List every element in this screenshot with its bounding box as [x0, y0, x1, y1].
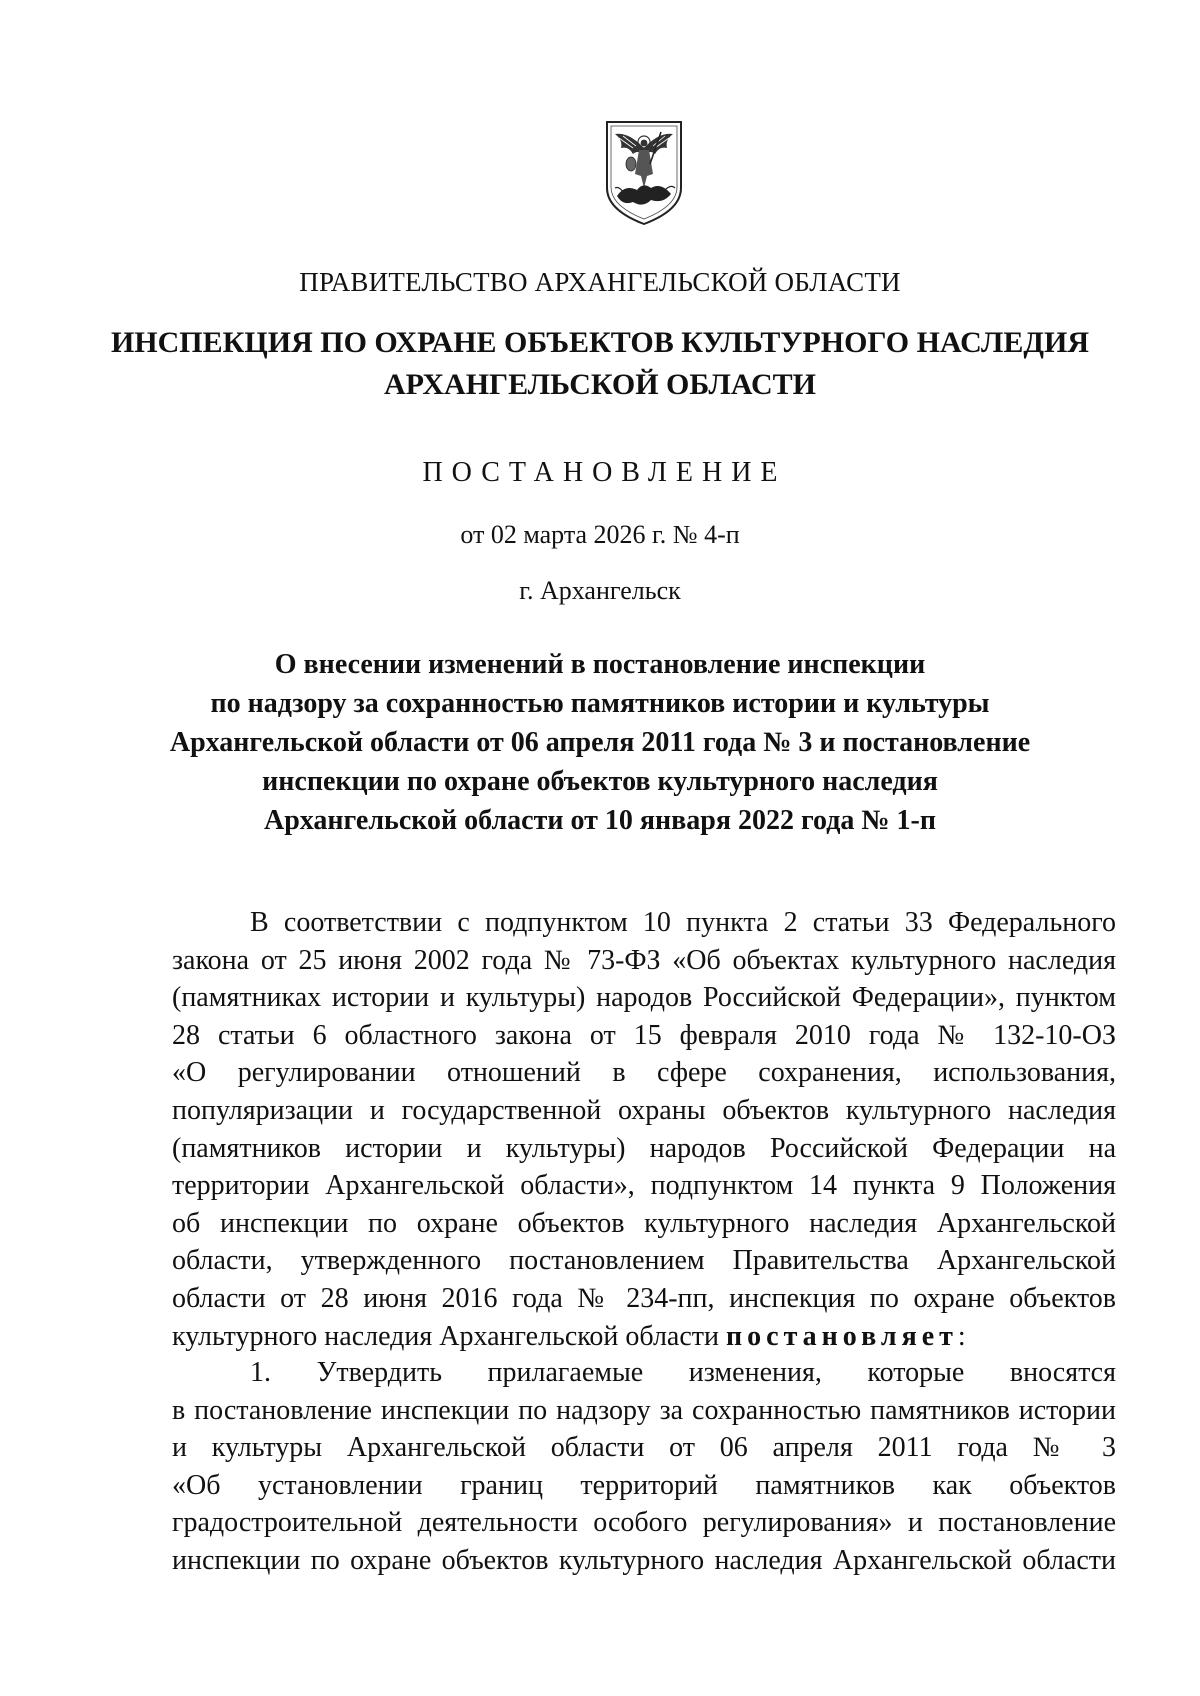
- preamble-last-text: культурного наследия Архангельской области: [172, 1320, 720, 1352]
- title-line: инспекции по охране объектов культурного наследия: [262, 766, 938, 797]
- item-1-line: и культуры Архангельской области от 06 апреля 2011 года № 3: [172, 1432, 1116, 1464]
- preamble-line: области от 28 июня 2016 года № 234-пп, инспекция по охране объектов: [172, 1282, 1116, 1314]
- item-1-line: «Об установлении границ территорий памятников как объектов: [172, 1469, 1116, 1501]
- preamble-line: «О регулировании отношений в сфере сохранения, использования,: [172, 1057, 1116, 1089]
- decree-word: постановляет: [726, 1320, 958, 1352]
- preamble-line: В соответствии с подпунктом 10 пункта 2 статьи 33 Федерального: [250, 907, 1116, 938]
- preamble-line: закона от 25 июня 2002 года № 73-ФЗ «Об объектах культурного наследия: [172, 944, 1116, 976]
- document-date-number: от 02 марта 2026 г. № 4-п: [460, 520, 740, 549]
- preamble-line: области, утвержденного постановлением Правительства Архангельской: [172, 1245, 1116, 1277]
- preamble-paragraph: [172, 904, 1116, 1355]
- preamble-last-line: [172, 1318, 1116, 1356]
- preamble-line: (памятниках истории и культуры) народов Российской Федерации», пунктом: [172, 982, 1116, 1014]
- title-line: по надзору за сохранностью памятников истории и культуры: [210, 688, 990, 719]
- item-1-line: инспекции по охране объектов культурного наследия Архангельской области: [172, 1544, 1116, 1576]
- coat-of-arms-emblem: [603, 118, 685, 226]
- preamble-line: 28 статьи 6 областного закона от 15 февраля 2010 года № 132-10-ОЗ: [172, 1019, 1116, 1051]
- preamble-line: территории Архангельской области», подпунктом 14 пункта 9 Положения: [172, 1170, 1116, 1202]
- item-1-paragraph: [172, 1354, 1116, 1580]
- title-line: Архангельской области от 06 апреля 2011 года № 3 и постановление: [169, 727, 1031, 758]
- title-line: О внесении изменений в постановление инспекции: [274, 649, 926, 680]
- decree-colon: :: [957, 1320, 966, 1352]
- inspection-name: [0, 322, 1200, 406]
- item-1-line: градостроительной деятельности особого регулирования» и постановление: [172, 1507, 1116, 1539]
- preamble-line: об инспекции по охране объектов культурного наследия Архангельской: [172, 1207, 1116, 1239]
- inspection-name-line: АРХАНГЕЛЬСКОЙ ОБЛАСТИ: [384, 368, 816, 401]
- preamble-line: популяризации и государственной охраны объектов культурного наследия: [172, 1094, 1116, 1126]
- preamble-line: (памятников истории и культуры) народов Российской Федерации на: [172, 1132, 1116, 1164]
- inspection-name-line: ИНСПЕКЦИЯ ПО ОХРАНЕ ОБЪЕКТОВ КУЛЬТУРНОГО НАСЛЕДИЯ: [110, 326, 1090, 359]
- item-1-line: 1. Утвердить прилагаемые изменения, которые вносятся: [250, 1357, 1116, 1388]
- item-1-line: в постановление инспекции по надзору за сохранностью памятников истории: [172, 1394, 1116, 1426]
- document-title: [0, 645, 1200, 840]
- title-line: Архангельской области от 10 января 2022 года № 1-п: [264, 805, 936, 836]
- document-place: г. Архангельск: [519, 576, 681, 605]
- document-type: ПОСТАНОВЛЕНИЕ: [422, 457, 787, 488]
- government-name: ПРАВИТЕЛЬСТВО АРХАНГЕЛЬСКОЙ ОБЛАСТИ: [299, 267, 901, 297]
